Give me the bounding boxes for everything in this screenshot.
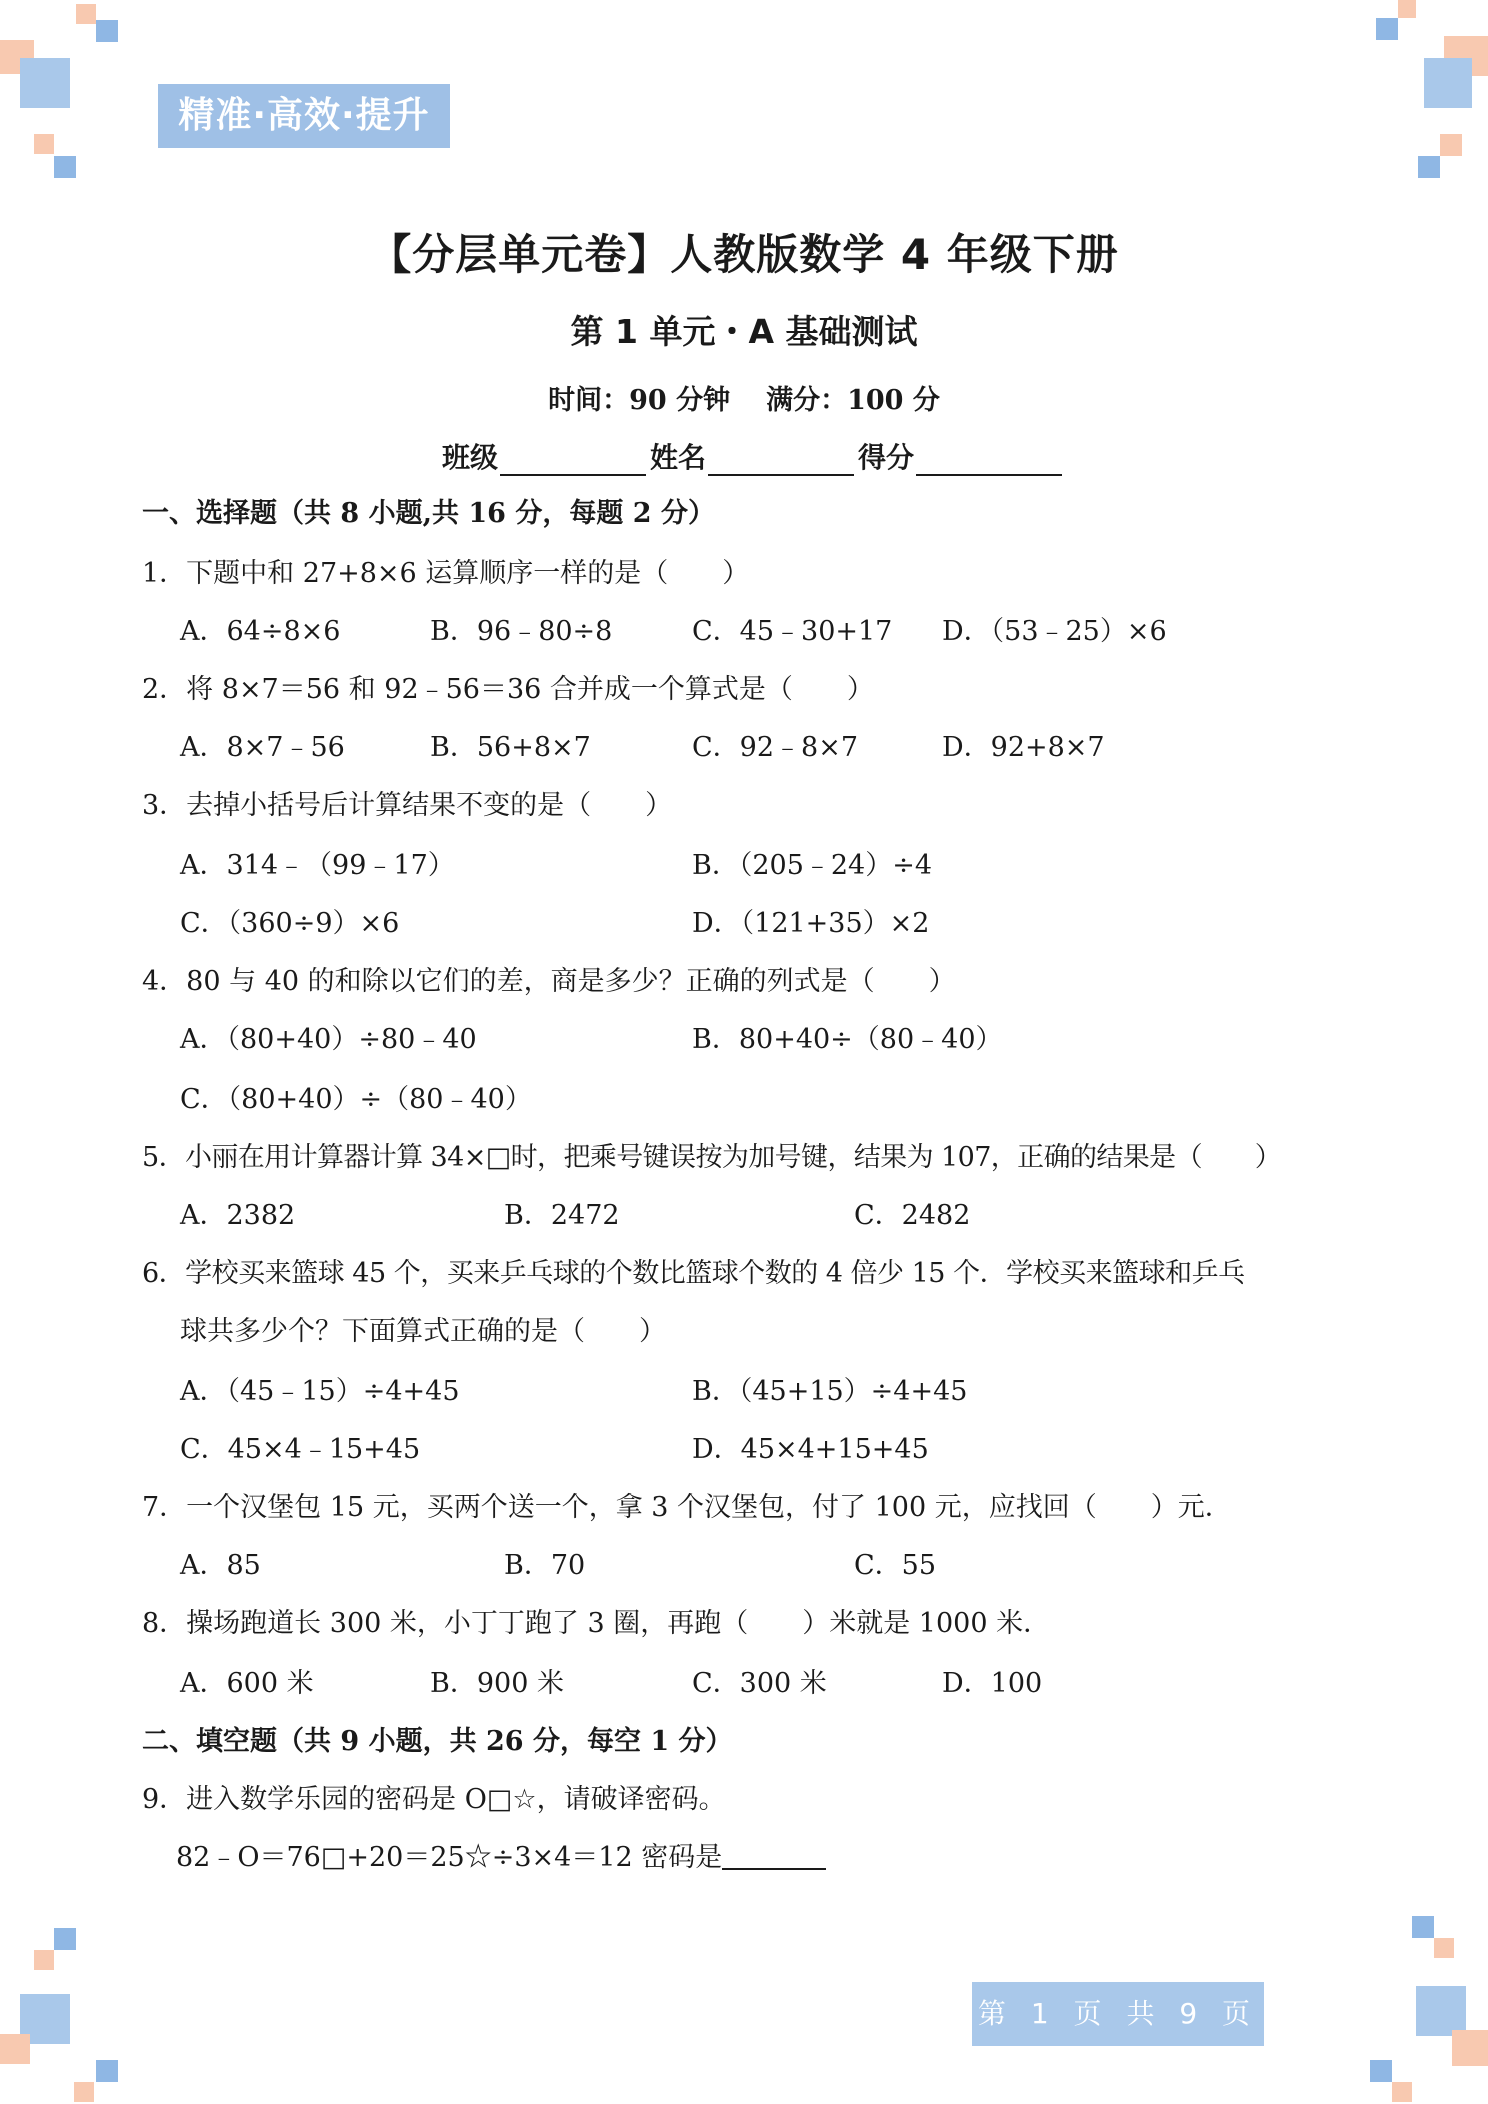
question-stem: 1．下题中和 27+8×6 运算顺序一样的是（ ） — [142, 558, 750, 589]
question-stem: 8．操场跑道长 300 米，小丁丁跑了 3 圈，再跑（ ）米就是 1000 米． — [142, 1608, 1051, 1639]
decor-square — [96, 20, 118, 42]
equation-line — [176, 1838, 826, 1878]
option: B．80+40÷（80﹣40） — [692, 1024, 1003, 1055]
option: D．（53﹣25）×6 — [942, 616, 1167, 647]
option: B．900 米 — [430, 1668, 564, 1699]
decor-square — [1412, 1916, 1434, 1938]
option: C．300 米 — [692, 1668, 827, 1699]
decor-square — [1392, 2082, 1412, 2102]
question-stem: 9．进入数学乐园的密码是 O□☆，请破译密码。 — [142, 1784, 726, 1815]
question-stem: 2．将 8×7＝56 和 92﹣56＝36 合并成一个算式是（ ） — [142, 674, 874, 705]
page-subtitle: 第 1 单元・A 基础测试 — [570, 312, 918, 351]
decor-square — [1416, 1986, 1466, 2036]
decor-square — [20, 58, 70, 108]
decor-square — [1434, 1938, 1454, 1958]
option: A．64÷8×6 — [180, 616, 341, 647]
option: C．92﹣8×7 — [692, 732, 858, 763]
section-heading: 一、选择题（共 8 小题,共 16 分，每题 2 分） — [142, 498, 715, 529]
full-score: 满分：100 分 — [766, 385, 940, 416]
option: D．45×4+15+45 — [692, 1434, 929, 1465]
question-stem-continued: 球共多少个？下面算式正确的是（ ） — [180, 1316, 666, 1347]
decor-square — [0, 2034, 30, 2064]
option: B．（205﹣24）÷4 — [692, 850, 933, 881]
question-stem: 6．学校买来篮球 45 个，买来乒乓球的个数比篮球个数的 4 倍少 15 个．学校买来篮球和乒乓 — [142, 1258, 1245, 1289]
option: A．（45﹣15）÷4+45 — [180, 1376, 460, 1407]
page-title: 【分层单元卷】人教版数学 4 年级下册 — [369, 230, 1119, 279]
decor-square — [34, 1950, 54, 1970]
option: A．（80+40）÷80﹣40 — [180, 1024, 477, 1055]
exam-meta — [0, 378, 1488, 417]
option: B．（45+15）÷4+45 — [692, 1376, 968, 1407]
name-blank[interactable] — [708, 444, 854, 476]
decor-square — [74, 2082, 94, 2102]
score-blank[interactable] — [916, 444, 1062, 476]
decor-square — [76, 4, 96, 24]
question-stem: 4．80 与 40 的和除以它们的差，商是多少？正确的列式是（ ） — [142, 966, 956, 997]
decor-square — [1398, 0, 1416, 18]
decor-square — [34, 134, 54, 154]
option: C．45×4﹣15+45 — [180, 1434, 421, 1465]
option: A．600 米 — [180, 1668, 314, 1699]
question-stem: 7．一个汉堡包 15 元，买两个送一个，拿 3 个汉堡包，付了 100 元，应找回（ ）元． — [142, 1492, 1232, 1523]
decor-square — [96, 2060, 118, 2082]
option: B．56+8×7 — [430, 732, 591, 763]
decor-square — [1376, 18, 1398, 40]
decor-square — [1452, 2030, 1488, 2066]
option: B．96﹣80÷8 — [430, 616, 613, 647]
equations-text: 82﹣O＝76□+20＝25☆÷3×4＝12 密码是 — [176, 1842, 723, 1873]
option: D．92+8×7 — [942, 732, 1105, 763]
decor-square — [1370, 2060, 1392, 2082]
page-number: 第 1 页 共 9 页 — [972, 1982, 1264, 2046]
option: D．100 — [942, 1668, 1043, 1699]
score-label: 得分 — [858, 441, 915, 474]
option: A．85 — [180, 1550, 261, 1581]
student-fields — [442, 436, 1066, 476]
class-blank[interactable] — [500, 444, 646, 476]
section-heading: 二、填空题（共 9 小题，共 26 分，每空 1 分） — [142, 1726, 733, 1757]
decor-square — [1424, 58, 1472, 108]
question-stem: 3．去掉小括号后计算结果不变的是（ ） — [142, 790, 673, 821]
question-stem: 5．小丽在用计算器计算 34×□时，把乘号键误按为加号键，结果为 107，正确的结果是（ ） — [142, 1142, 1282, 1173]
decor-square — [54, 156, 76, 178]
option: C．（360÷9）×6 — [180, 908, 400, 939]
option: B．70 — [504, 1550, 586, 1581]
brand-badge: 精准·高效·提升 — [158, 84, 450, 148]
option: C．55 — [854, 1550, 937, 1581]
option: A．314﹣（99﹣17） — [180, 850, 455, 881]
option: D．（121+35）×2 — [692, 908, 930, 939]
decor-square — [54, 1928, 76, 1950]
answer-blank[interactable] — [722, 1840, 826, 1870]
name-label: 姓名 — [650, 441, 707, 474]
option: C．2482 — [854, 1200, 971, 1231]
option: A．8×7﹣56 — [180, 732, 345, 763]
option: B．2472 — [504, 1200, 620, 1231]
option: C．（80+40）÷（80﹣40） — [180, 1084, 532, 1115]
decor-square — [1440, 134, 1462, 156]
class-label: 班级 — [442, 441, 499, 474]
time-limit: 时间：90 分钟 — [548, 385, 731, 416]
option: C．45﹣30+17 — [692, 616, 893, 647]
decor-square — [1418, 156, 1440, 178]
option: A．2382 — [180, 1200, 296, 1231]
